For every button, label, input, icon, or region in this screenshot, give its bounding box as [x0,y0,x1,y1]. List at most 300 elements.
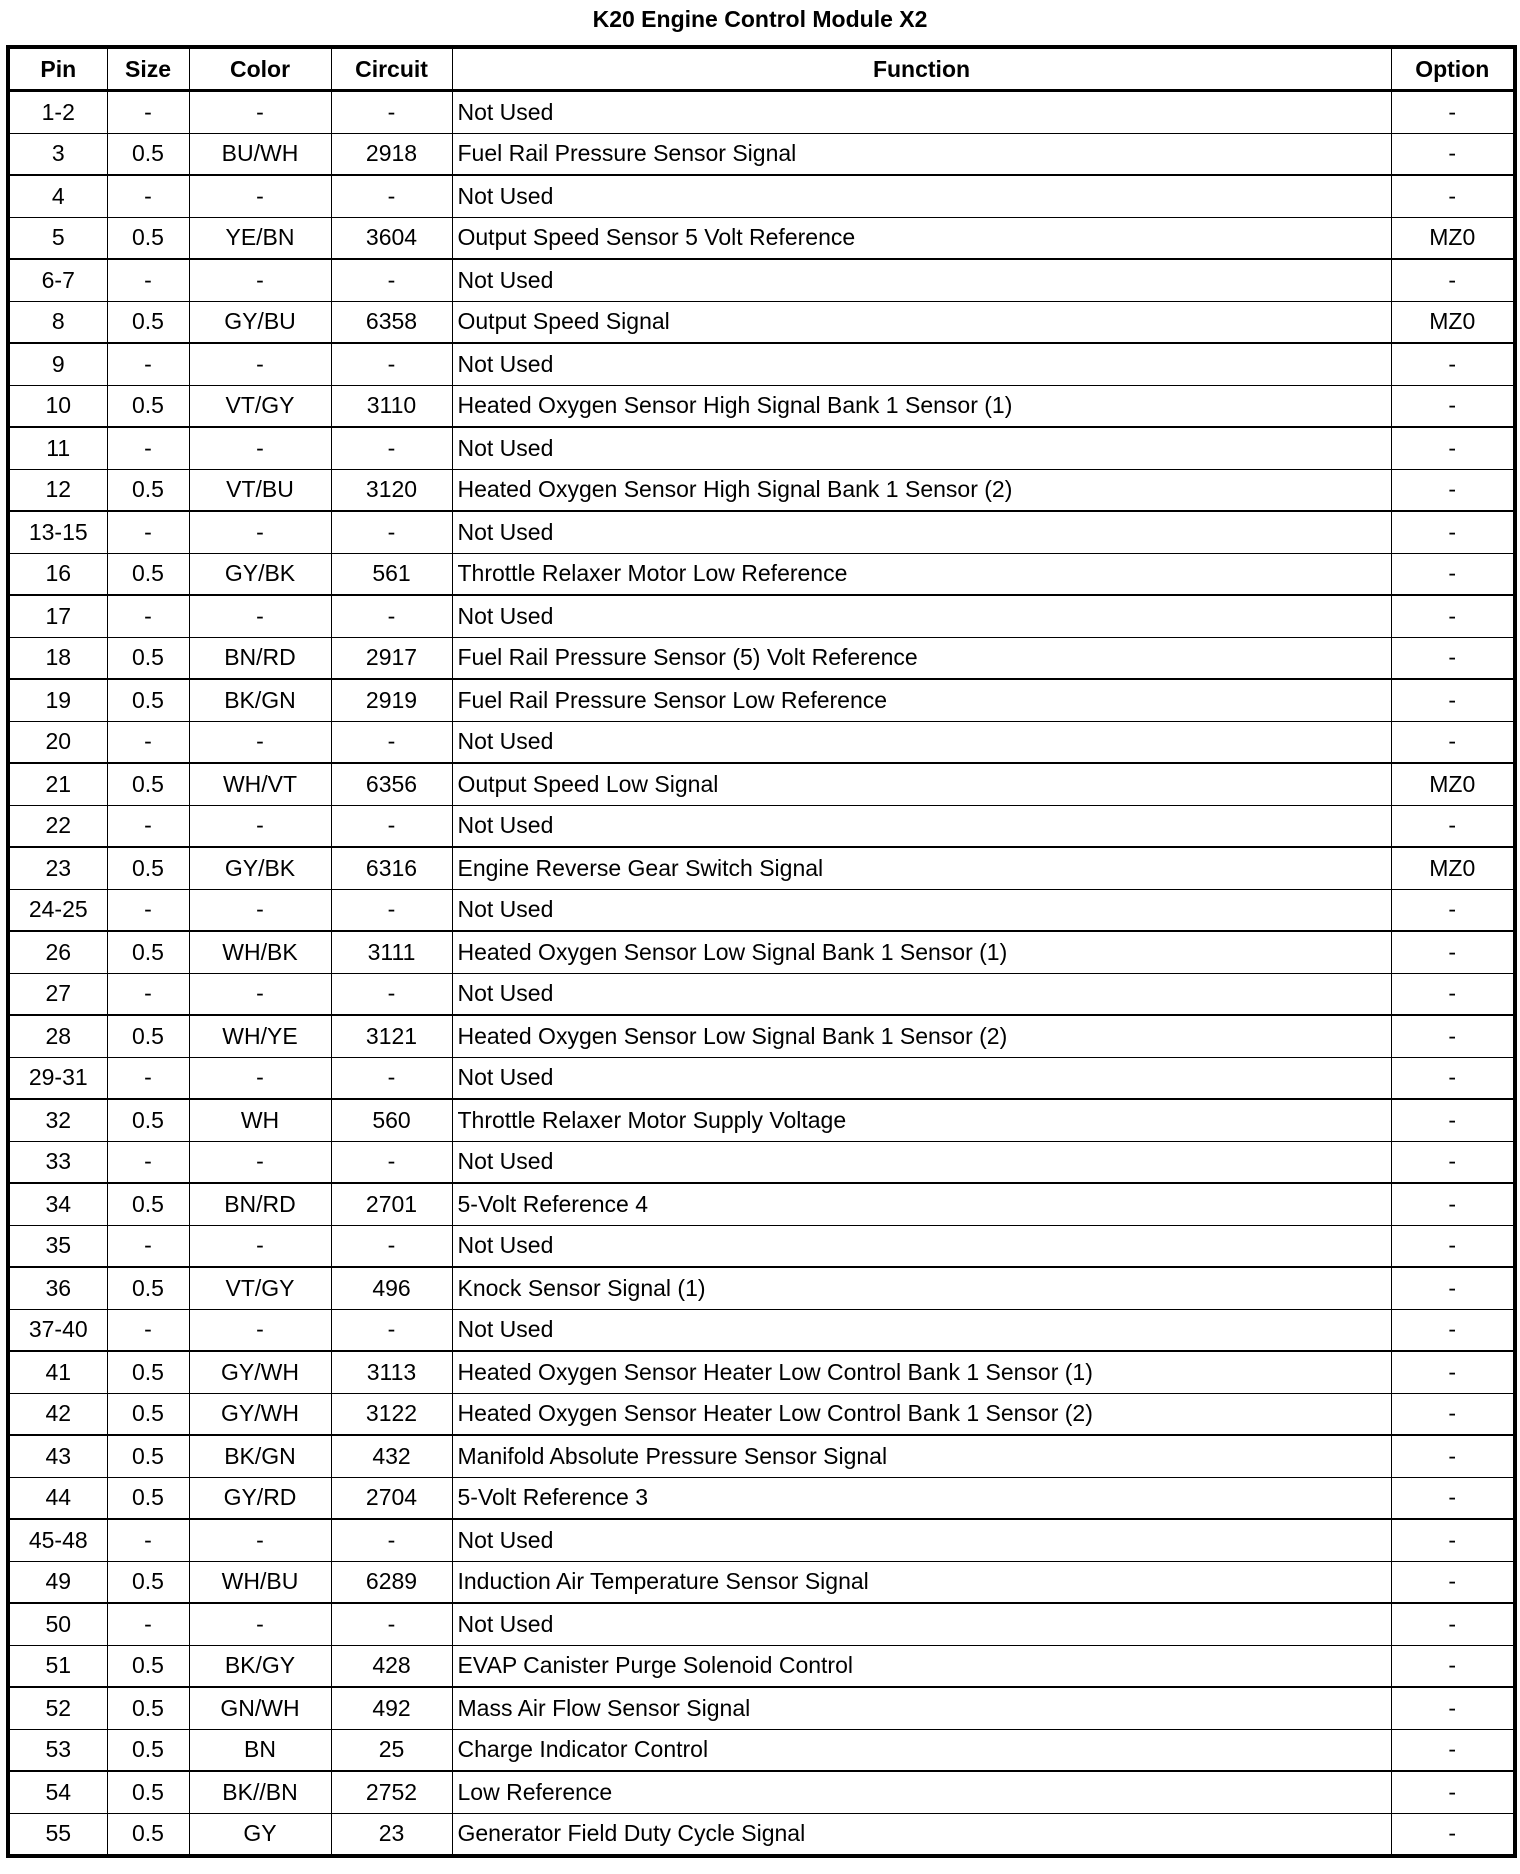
table-row [8,175,1515,217]
table-row [8,847,1515,889]
cell-option: - [1391,1141,1515,1183]
cell-circuit: 428 [331,1645,452,1687]
cell-function: Knock Sensor Signal (1) [452,1267,1391,1309]
table-row [8,469,1515,511]
cell-circuit: 6289 [331,1561,452,1603]
cell-pin: 21 [8,763,107,805]
cell-size: - [107,595,189,637]
table-row [8,511,1515,553]
cell-option: - [1391,805,1515,847]
cell-pin: 45-48 [8,1519,107,1561]
cell-option: - [1391,595,1515,637]
cell-pin: 55 [8,1813,107,1856]
cell-color: WH/YE [189,1015,331,1057]
cell-circuit: - [331,805,452,847]
table-row [8,889,1515,931]
cell-pin: 33 [8,1141,107,1183]
cell-option: MZ0 [1391,763,1515,805]
cell-size: - [107,343,189,385]
cell-pin: 11 [8,427,107,469]
cell-size: 0.5 [107,301,189,343]
cell-pin: 24-25 [8,889,107,931]
cell-pin: 52 [8,1687,107,1729]
cell-circuit: - [331,721,452,763]
table-row [8,763,1515,805]
cell-size: 0.5 [107,385,189,427]
table-row [8,1687,1515,1729]
cell-pin: 3 [8,133,107,175]
cell-color: - [189,595,331,637]
cell-size: 0.5 [107,1771,189,1813]
cell-pin: 10 [8,385,107,427]
cell-option: - [1391,973,1515,1015]
cell-color: - [189,1057,331,1099]
cell-function: Heated Oxygen Sensor High Signal Bank 1 Sensor (1) [452,385,1391,427]
table-row [8,595,1515,637]
cell-size: 0.5 [107,1645,189,1687]
cell-circuit: - [331,175,452,217]
cell-circuit: 496 [331,1267,452,1309]
cell-circuit: 2704 [331,1477,452,1519]
cell-option: - [1391,1729,1515,1771]
page-title: K20 Engine Control Module X2 [592,6,928,32]
cell-color: - [189,973,331,1015]
cell-size: - [107,259,189,301]
cell-pin: 13-15 [8,511,107,553]
header-circuit: Circuit [331,47,452,91]
table-row [8,637,1515,679]
table-row [8,973,1515,1015]
cell-circuit: - [331,889,452,931]
cell-option: - [1391,721,1515,763]
table-row [8,1309,1515,1351]
cell-circuit: 560 [331,1099,452,1141]
cell-size: 0.5 [107,637,189,679]
cell-option: - [1391,931,1515,973]
cell-function: Fuel Rail Pressure Sensor Signal [452,133,1391,175]
cell-circuit: 23 [331,1813,452,1856]
cell-size: 0.5 [107,133,189,175]
table-row [8,1435,1515,1477]
cell-option: - [1391,1225,1515,1267]
cell-option: - [1391,637,1515,679]
cell-option: - [1391,1813,1515,1856]
cell-pin: 44 [8,1477,107,1519]
cell-function: 5-Volt Reference 3 [452,1477,1391,1519]
cell-size: 0.5 [107,1393,189,1435]
cell-pin: 5 [8,217,107,259]
cell-option: - [1391,1561,1515,1603]
cell-option: - [1391,133,1515,175]
cell-color: - [189,1225,331,1267]
cell-color: VT/BU [189,469,331,511]
cell-size: 0.5 [107,1687,189,1729]
cell-circuit: - [331,1225,452,1267]
cell-pin: 6-7 [8,259,107,301]
cell-size: 0.5 [107,847,189,889]
table-row [8,385,1515,427]
cell-color: - [189,259,331,301]
cell-circuit: - [331,511,452,553]
cell-circuit: - [331,91,452,134]
cell-size: 0.5 [107,931,189,973]
cell-color: WH/BU [189,1561,331,1603]
cell-function: Not Used [452,805,1391,847]
cell-circuit: 2752 [331,1771,452,1813]
cell-color: WH/BK [189,931,331,973]
table-row [8,1225,1515,1267]
cell-circuit: 2919 [331,679,452,721]
cell-option: MZ0 [1391,847,1515,889]
table-row [8,679,1515,721]
cell-circuit: 432 [331,1435,452,1477]
cell-circuit: 3122 [331,1393,452,1435]
cell-option: - [1391,343,1515,385]
cell-pin: 19 [8,679,107,721]
cell-color: GN/WH [189,1687,331,1729]
cell-function: Heated Oxygen Sensor High Signal Bank 1 Sensor (2) [452,469,1391,511]
cell-circuit: - [331,1603,452,1645]
header-color: Color [189,47,331,91]
cell-size: 0.5 [107,1183,189,1225]
cell-color: GY [189,1813,331,1856]
cell-circuit: 492 [331,1687,452,1729]
cell-pin: 9 [8,343,107,385]
cell-size: 0.5 [107,763,189,805]
table-row [8,1393,1515,1435]
cell-function: Not Used [452,511,1391,553]
cell-function: Heated Oxygen Sensor Heater Low Control Bank 1 Sensor (2) [452,1393,1391,1435]
table-row [8,1813,1515,1856]
cell-color: GY/WH [189,1393,331,1435]
cell-function: Not Used [452,1603,1391,1645]
table-row [8,427,1515,469]
table-row [8,1099,1515,1141]
cell-size: - [107,805,189,847]
cell-color: GY/BK [189,847,331,889]
cell-circuit: - [331,1057,452,1099]
cell-function: Not Used [452,1519,1391,1561]
cell-circuit: 2918 [331,133,452,175]
table-row [8,931,1515,973]
cell-pin: 43 [8,1435,107,1477]
header-function: Function [452,47,1391,91]
table-row [8,1603,1515,1645]
cell-size: - [107,1141,189,1183]
table-row [8,1477,1515,1519]
table-row [8,805,1515,847]
cell-function: Not Used [452,427,1391,469]
cell-function: Not Used [452,889,1391,931]
cell-pin: 36 [8,1267,107,1309]
table-row [8,343,1515,385]
cell-circuit: - [331,1519,452,1561]
cell-option: - [1391,469,1515,511]
cell-pin: 8 [8,301,107,343]
cell-size: 0.5 [107,1351,189,1393]
cell-circuit: 3110 [331,385,452,427]
cell-size: 0.5 [107,679,189,721]
cell-option: - [1391,91,1515,134]
cell-function: Throttle Relaxer Motor Supply Voltage [452,1099,1391,1141]
cell-option: - [1391,175,1515,217]
cell-pin: 41 [8,1351,107,1393]
cell-color: BK/GN [189,1435,331,1477]
cell-option: - [1391,1309,1515,1351]
cell-size: 0.5 [107,1267,189,1309]
cell-size: 0.5 [107,1099,189,1141]
cell-size: 0.5 [107,1561,189,1603]
table-row [8,1057,1515,1099]
cell-option: - [1391,259,1515,301]
cell-circuit: - [331,973,452,1015]
cell-function: Manifold Absolute Pressure Sensor Signal [452,1435,1391,1477]
cell-size: - [107,889,189,931]
cell-pin: 16 [8,553,107,595]
cell-circuit: - [331,343,452,385]
cell-color: WH [189,1099,331,1141]
cell-size: - [107,1309,189,1351]
cell-size: 0.5 [107,1477,189,1519]
cell-color: BN/RD [189,1183,331,1225]
cell-circuit: - [331,427,452,469]
cell-function: Engine Reverse Gear Switch Signal [452,847,1391,889]
cell-function: Heated Oxygen Sensor Low Signal Bank 1 Sensor (2) [452,1015,1391,1057]
cell-function: Not Used [452,1309,1391,1351]
header-pin: Pin [8,47,107,91]
table-row [8,1645,1515,1687]
cell-option: - [1391,385,1515,427]
table-row [8,1519,1515,1561]
table-row [8,1351,1515,1393]
cell-size: - [107,721,189,763]
pinout-table [6,45,1517,1858]
cell-color: - [189,91,331,134]
cell-pin: 42 [8,1393,107,1435]
cell-color: BU/WH [189,133,331,175]
cell-color: BK/GY [189,1645,331,1687]
cell-pin: 1-2 [8,91,107,134]
cell-color: GY/BK [189,553,331,595]
cell-size: 0.5 [107,217,189,259]
cell-circuit: - [331,595,452,637]
cell-function: Fuel Rail Pressure Sensor Low Reference [452,679,1391,721]
cell-circuit: 3111 [331,931,452,973]
cell-color: - [189,1519,331,1561]
table-row [8,259,1515,301]
cell-size: - [107,973,189,1015]
cell-pin: 27 [8,973,107,1015]
cell-circuit: 2701 [331,1183,452,1225]
cell-pin: 37-40 [8,1309,107,1351]
cell-color: WH/VT [189,763,331,805]
cell-color: - [189,511,331,553]
cell-function: Generator Field Duty Cycle Signal [452,1813,1391,1856]
table-row [8,133,1515,175]
cell-circuit: - [331,1141,452,1183]
cell-function: Output Speed Low Signal [452,763,1391,805]
cell-option: - [1391,427,1515,469]
cell-option: - [1391,1267,1515,1309]
cell-option: - [1391,1477,1515,1519]
cell-pin: 26 [8,931,107,973]
cell-circuit: 25 [331,1729,452,1771]
cell-option: - [1391,1057,1515,1099]
table-row [8,301,1515,343]
cell-size: - [107,1603,189,1645]
cell-color: VT/GY [189,1267,331,1309]
cell-pin: 17 [8,595,107,637]
cell-pin: 4 [8,175,107,217]
table-row [8,1015,1515,1057]
cell-pin: 22 [8,805,107,847]
cell-option: - [1391,1435,1515,1477]
cell-color: YE/BN [189,217,331,259]
cell-circuit: 3604 [331,217,452,259]
cell-size: 0.5 [107,1435,189,1477]
cell-color: BN [189,1729,331,1771]
cell-color: BK//BN [189,1771,331,1813]
cell-function: Heated Oxygen Sensor Heater Low Control Bank 1 Sensor (1) [452,1351,1391,1393]
cell-function: Mass Air Flow Sensor Signal [452,1687,1391,1729]
table-row [8,1141,1515,1183]
cell-circuit: 6358 [331,301,452,343]
cell-function: Charge Indicator Control [452,1729,1391,1771]
table-row [8,553,1515,595]
cell-pin: 35 [8,1225,107,1267]
cell-color: - [189,1603,331,1645]
table-row [8,217,1515,259]
cell-pin: 50 [8,1603,107,1645]
cell-option: - [1391,1183,1515,1225]
cell-function: Fuel Rail Pressure Sensor (5) Volt Reference [452,637,1391,679]
cell-color: - [189,889,331,931]
cell-color: - [189,343,331,385]
cell-pin: 28 [8,1015,107,1057]
cell-option: - [1391,679,1515,721]
cell-color: BK/GN [189,679,331,721]
cell-function: 5-Volt Reference 4 [452,1183,1391,1225]
cell-size: 0.5 [107,1813,189,1856]
table-row [8,1267,1515,1309]
cell-pin: 49 [8,1561,107,1603]
cell-color: - [189,721,331,763]
cell-option: - [1391,1351,1515,1393]
cell-option: - [1391,889,1515,931]
header-option: Option [1391,47,1515,91]
cell-option: - [1391,1393,1515,1435]
cell-circuit: 561 [331,553,452,595]
cell-size: - [107,1057,189,1099]
cell-pin: 32 [8,1099,107,1141]
cell-color: VT/GY [189,385,331,427]
cell-color: GY/BU [189,301,331,343]
cell-color: GY/RD [189,1477,331,1519]
cell-function: Not Used [452,343,1391,385]
cell-pin: 54 [8,1771,107,1813]
cell-circuit: 3121 [331,1015,452,1057]
cell-size: 0.5 [107,1729,189,1771]
cell-pin: 29-31 [8,1057,107,1099]
cell-circuit: - [331,259,452,301]
cell-color: - [189,805,331,847]
table-row [8,1729,1515,1771]
cell-pin: 34 [8,1183,107,1225]
cell-option: MZ0 [1391,301,1515,343]
cell-option: - [1391,1099,1515,1141]
cell-size: - [107,1519,189,1561]
cell-size: - [107,427,189,469]
cell-function: Not Used [452,595,1391,637]
cell-function: Not Used [452,1225,1391,1267]
table-row [8,91,1515,134]
cell-function: Not Used [452,1141,1391,1183]
cell-pin: 51 [8,1645,107,1687]
cell-option: - [1391,1603,1515,1645]
cell-size: 0.5 [107,469,189,511]
cell-pin: 12 [8,469,107,511]
cell-size: 0.5 [107,553,189,595]
cell-size: 0.5 [107,1015,189,1057]
cell-color: - [189,427,331,469]
header-size: Size [107,47,189,91]
cell-function: Throttle Relaxer Motor Low Reference [452,553,1391,595]
cell-option: - [1391,1645,1515,1687]
cell-function: Not Used [452,91,1391,134]
cell-circuit: 3113 [331,1351,452,1393]
cell-color: BN/RD [189,637,331,679]
cell-size: - [107,511,189,553]
cell-size: - [107,1225,189,1267]
table-row [8,721,1515,763]
cell-function: Not Used [452,1057,1391,1099]
cell-option: - [1391,553,1515,595]
cell-function: Heated Oxygen Sensor Low Signal Bank 1 Sensor (1) [452,931,1391,973]
cell-option: MZ0 [1391,217,1515,259]
table-row [8,1183,1515,1225]
cell-function: Output Speed Sensor 5 Volt Reference [452,217,1391,259]
cell-size: - [107,91,189,134]
table-row [8,1561,1515,1603]
cell-color: GY/WH [189,1351,331,1393]
cell-pin: 20 [8,721,107,763]
cell-color: - [189,1141,331,1183]
cell-option: - [1391,1771,1515,1813]
cell-option: - [1391,1519,1515,1561]
cell-circuit: - [331,1309,452,1351]
cell-function: Not Used [452,973,1391,1015]
cell-circuit: 2917 [331,637,452,679]
cell-function: Low Reference [452,1771,1391,1813]
cell-color: - [189,175,331,217]
table-header-row [8,47,1515,91]
cell-function: Output Speed Signal [452,301,1391,343]
cell-function: Not Used [452,259,1391,301]
cell-function: Induction Air Temperature Sensor Signal [452,1561,1391,1603]
cell-pin: 53 [8,1729,107,1771]
cell-circuit: 6316 [331,847,452,889]
cell-circuit: 6356 [331,763,452,805]
cell-option: - [1391,511,1515,553]
cell-option: - [1391,1687,1515,1729]
cell-option: - [1391,1015,1515,1057]
table-body [8,91,1515,1857]
cell-pin: 18 [8,637,107,679]
cell-size: - [107,175,189,217]
table-row [8,1771,1515,1813]
cell-function: Not Used [452,175,1391,217]
cell-function: Not Used [452,721,1391,763]
